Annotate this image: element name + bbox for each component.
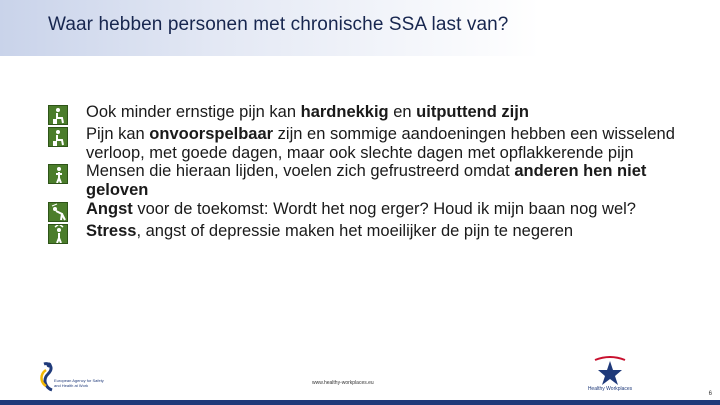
bullet-text-bold: anderen hen niet geloven — [86, 162, 647, 199]
bullet-text-bold: Stress — [86, 221, 137, 240]
bullet-item — [48, 222, 688, 244]
bullet-text — [86, 222, 573, 241]
bullet-text-span: , angst of depressie maken het moeilijker de pijn te negeren — [136, 221, 574, 240]
person-sitting-icon — [48, 105, 68, 125]
bullet-text — [86, 125, 688, 162]
bullet-item — [48, 125, 688, 162]
bullet-text — [86, 103, 529, 122]
bullet-text-bold: uitputtend zijn — [416, 103, 529, 121]
person-sitting-icon — [48, 127, 68, 147]
bullet-item — [48, 200, 688, 222]
page-number: 6 — [708, 391, 712, 397]
title-bar — [0, 0, 720, 56]
bullet-text-span: Mensen die hieraan lijden, voelen zich gefrustreerd omdat — [86, 162, 515, 181]
healthy-workplaces-logo-text: Healthy Workplaces — [587, 386, 633, 392]
bullet-item — [48, 162, 688, 199]
bullet-text-bold: Angst — [86, 199, 133, 218]
bullet-text-span: voor de toekomst: Wordt het nog erger? Houd ik mijn baan nog wel? — [132, 199, 636, 218]
bullet-text — [86, 162, 688, 199]
bullet-text-span: Ook minder ernstige pijn kan — [86, 103, 301, 121]
bullet-text-span: zijn en sommige aandoeningen hebben een wisselend verloop, met goede dagen, maar ook slechte dagen met opflakkerende pijn — [86, 125, 675, 162]
eu-osha-logo-text: European Agency for Safety and Health at Work — [54, 378, 104, 388]
bullet-text-span: en — [388, 103, 417, 121]
bullet-text-bold: onvoorspelbaar — [149, 125, 274, 143]
bullet-item — [48, 103, 688, 125]
person-standing-icon — [48, 164, 68, 184]
bullet-text — [86, 200, 636, 219]
footer-bar — [0, 400, 720, 405]
bullet-text-span: Pijn kan — [86, 125, 150, 143]
person-lifting-icon — [48, 224, 68, 244]
bullet-list — [48, 103, 688, 244]
footer-url[interactable]: www.healthy-workplaces.eu — [312, 380, 374, 386]
bullet-text-bold: hardnekkig — [300, 103, 389, 121]
slide-title: Waar hebben personen met chronische SSA last van? — [48, 14, 509, 35]
person-bending-icon — [48, 202, 68, 222]
